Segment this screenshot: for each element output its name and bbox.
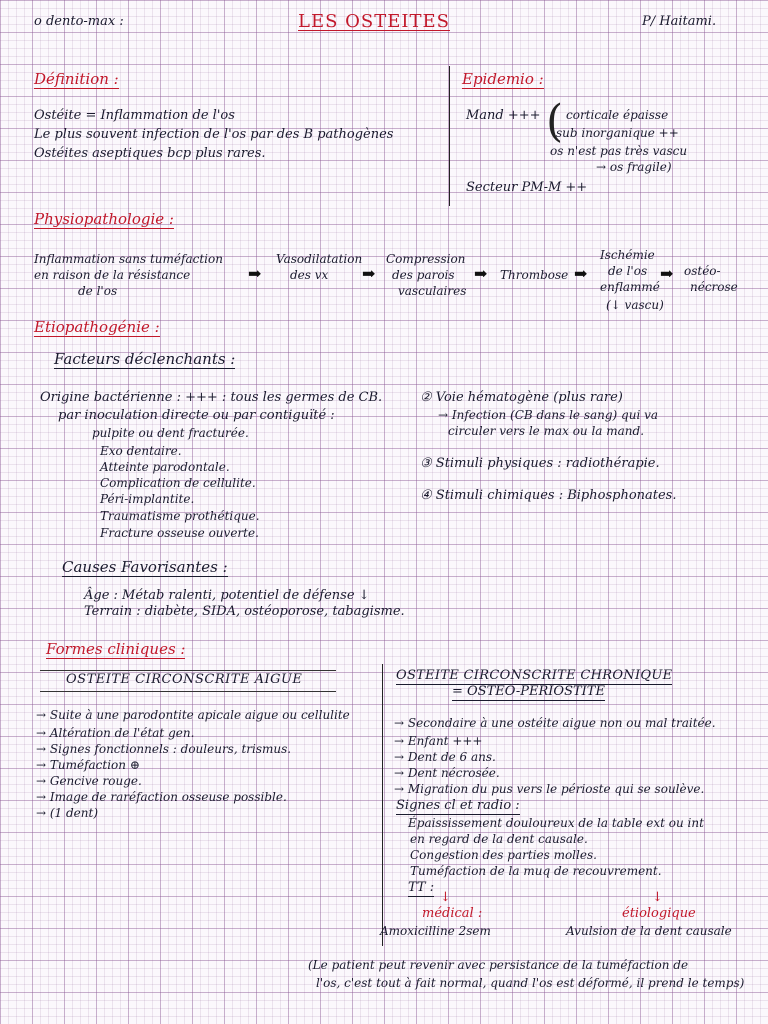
etio-item-6: Traumatisme prothétique. (100, 509, 260, 523)
right-form-subtitle: = OSTEO-PERIOSTITE (452, 684, 605, 699)
right-signes-3: Congestion des parties molles. (410, 848, 597, 862)
physio-step2-a: Vasodilatation (276, 252, 363, 266)
epidemio-secteur: Secteur PM-M ++ (466, 180, 588, 195)
physio-step3-c: vasculaires (398, 284, 467, 298)
etio-heading: Etiopathogénie : (34, 318, 160, 336)
left-item-5: → Gencive rouge. (36, 774, 142, 788)
etio-age: Âge : Métab ralenti, potentiel de défense ↓ (84, 588, 370, 603)
physio-step5-c: enflammé (600, 280, 660, 294)
right-item-1: → Secondaire à une ostéite aigue non ou mal traitée. (394, 716, 716, 730)
etio-terrain: Terrain : diabète, SIDA, ostéoporose, tabagisme. (84, 604, 405, 619)
right-signes-4: Tuméfaction de la muq de recouvrement. (410, 864, 662, 878)
etio-circuler: circuler vers le max ou la mand. (448, 424, 645, 438)
physio-step1-a: Inflammation sans tuméfaction (34, 252, 223, 266)
left-item-7: → (1 dent) (36, 806, 99, 820)
epidemio-heading: Epidemio : (462, 70, 544, 88)
etio-item-2: Exo dentaire. (100, 444, 182, 458)
etio-origin: Origine bactérienne : +++ : tous les germes de CB. (40, 390, 383, 405)
epidemio-mand: Mand +++ (466, 108, 541, 123)
definition-line-2: Le plus souvent infection de l'os par des B pathogènes (34, 127, 394, 142)
left-item-6: → Image de raréfaction osseuse possible. (36, 790, 287, 804)
physio-step6-b: nécrose (690, 280, 738, 294)
left-form-title: OSTEITE CIRCONSCRITE AIGUE (66, 672, 303, 687)
arrow-icon: ➡ (248, 264, 262, 283)
etio-infection: → Infection (CB dans le sang) qui va (438, 408, 659, 422)
arrow-down-icon: ↓ (652, 890, 663, 905)
etio-item-3: Atteinte parodontale. (100, 460, 230, 474)
right-form-title: OSTEITE CIRCONSCRITE CHRONIQUE (396, 668, 673, 683)
tt-etiologique-detail: Avulsion de la dent causale (566, 924, 732, 938)
physio-step2-b: des vx (290, 268, 329, 282)
right-signes-1: Épaississement douloureux de la table ext ou int (408, 816, 704, 830)
etio-inoculation: par inoculation directe ou par contiguïté : (58, 408, 335, 423)
note-line-2: l'os, c'est tout à fait normal, quand l'os est déformé, il prend le temps) (316, 976, 745, 990)
right-item-5: → Migration du pus vers le périoste qui se soulève. (394, 782, 705, 796)
definition-heading: Définition : (34, 70, 119, 88)
definition-line-1: Ostéite = Inflammation de l'os (34, 108, 235, 123)
tt-etiologique: étiologique (622, 906, 696, 921)
header-left: o dento-max : (34, 14, 124, 29)
etio-item-5: Péri-implantite. (100, 492, 195, 506)
brace-icon: ( (546, 96, 564, 147)
etio-stimuli-phys: ③ Stimuli physiques : radiothérapie. (420, 456, 660, 471)
left-item-3: → Signes fonctionnels : douleurs, trismus. (36, 742, 292, 756)
left-item-1: → Suite à une parodontite apicale aigue ou cellulite (36, 708, 350, 722)
arrow-icon: ➡ (362, 264, 376, 283)
physio-step3-b: des parois (392, 268, 455, 282)
arrow-down-icon: ↓ (440, 890, 451, 905)
physio-step4: Thrombose (500, 268, 569, 282)
author: P/ Haitami. (642, 14, 717, 29)
physio-heading: Physiopathologie : (34, 210, 174, 228)
epidemio-brace-3: os n'est pas très vascu (550, 144, 688, 158)
right-item-3: → Dent de 6 ans. (394, 750, 496, 764)
left-item-4: → Tuméfaction ⊕ (36, 758, 140, 772)
etio-causes-heading: Causes Favorisantes : (62, 558, 228, 576)
definition-line-3: Ostéites aseptiques bcp plus rares. (34, 146, 266, 161)
right-signes: Signes cl et radio : (396, 798, 520, 813)
physio-step1-c: de l'os (78, 284, 118, 298)
tt-medical: médical : (422, 906, 483, 921)
right-item-4: → Dent nécrosée. (394, 766, 500, 780)
formes-divider (382, 664, 383, 946)
note-line-1: (Le patient peut revenir avec persistance de la tuméfaction de (308, 958, 689, 972)
physio-step5-a: Ischémie (600, 248, 655, 262)
arrow-icon: ➡ (660, 264, 674, 283)
physio-step1-b: en raison de la résistance (34, 268, 191, 282)
top-divider (449, 66, 450, 206)
etio-item-1: pulpite ou dent fracturée. (92, 426, 249, 440)
tt-medical-detail: Amoxicilline 2sem (380, 924, 491, 938)
arrow-icon: ➡ (574, 264, 588, 283)
right-tt: TT : (408, 880, 435, 895)
etio-voie: ② Voie hématogène (plus rare) (420, 390, 623, 405)
etio-item-7: Fracture osseuse ouverte. (100, 526, 259, 540)
right-signes-2: en regard de la dent causale. (410, 832, 588, 846)
physio-step5-d: (↓ vascu) (606, 298, 664, 312)
physio-step5-b: de l'os (608, 264, 648, 278)
etio-stimuli-chim: ④ Stimuli chimiques : Biphosphonates. (420, 488, 677, 503)
epidemio-brace-4: → os fragile) (596, 160, 672, 174)
page-title: LES OSTEITES (298, 11, 450, 32)
etio-triggers-heading: Facteurs déclenchants : (54, 350, 236, 368)
arrow-icon: ➡ (474, 264, 488, 283)
epidemio-brace-1: corticale épaisse (566, 108, 669, 122)
etio-item-4: Complication de cellulite. (100, 476, 256, 490)
physio-step6-a: ostéo- (684, 264, 721, 278)
right-item-2: → Enfant +++ (394, 734, 483, 748)
formes-heading: Formes cliniques : (46, 640, 186, 658)
epidemio-brace-2: sub inorganique ++ (556, 126, 679, 140)
left-item-2: → Altération de l'état gen. (36, 726, 195, 740)
physio-step3-a: Compression (386, 252, 466, 266)
